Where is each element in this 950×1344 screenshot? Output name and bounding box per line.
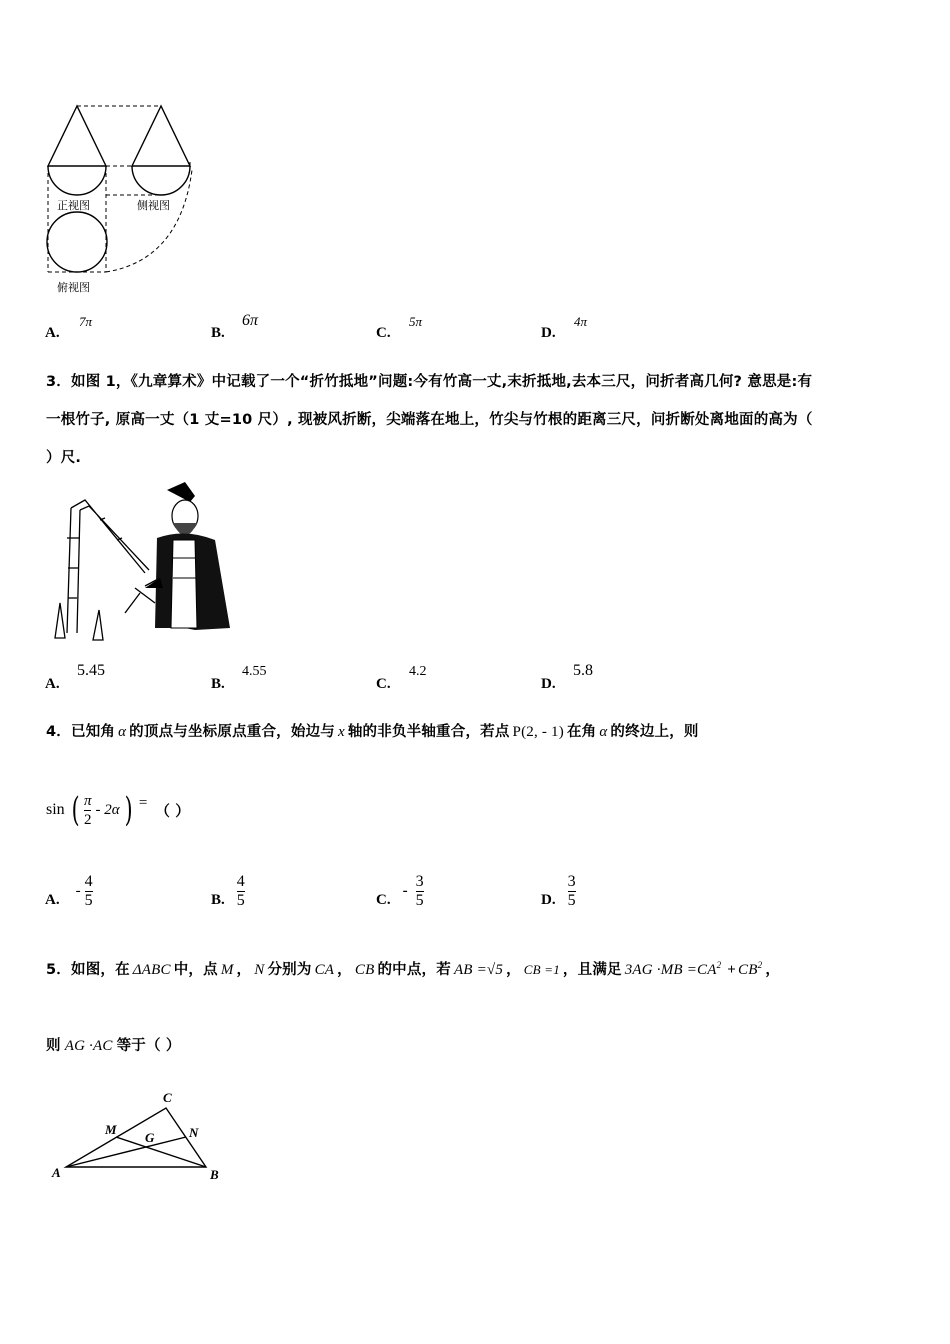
q2-option-d[interactable]	[541, 312, 691, 342]
q5-stem: 5．如图，在 ΔABC 中，点 M ， N 分别为 CA ， CB 的中点，若 AB =√5 ， CB =1 ，且满足 $3AG \cdot MB =CA^2 + CB^2$ ，	[46, 960, 781, 978]
q3-option-c[interactable]	[376, 662, 526, 692]
answer-paren: （ ）	[155, 803, 190, 820]
option-value: 4π	[574, 314, 588, 329]
q3-line1: 3．如图 1，《九章算术》中记载了一个“折竹抵地”问题:今有竹高一丈,末折抵地,去本三尺，问折者高几何? 意思是:有	[46, 374, 813, 390]
label-b: B	[210, 1167, 219, 1182]
option-letter: A.	[45, 891, 60, 908]
label-m: M	[105, 1122, 117, 1137]
q2-option-a[interactable]	[45, 312, 195, 342]
q2-option-c[interactable]	[376, 312, 526, 342]
sin-function: sin	[46, 801, 65, 818]
option-letter: C.	[376, 891, 391, 908]
q4-option-c[interactable]: C. - $\frac{3}{5}$	[376, 872, 424, 909]
side-view-label: 侧视图	[137, 199, 170, 212]
x-symbol: x	[337, 724, 345, 740]
option-value: 5π	[409, 314, 423, 329]
front-view-semicircle	[48, 166, 106, 195]
q4-option-b[interactable]	[211, 868, 361, 914]
option-letter: B.	[211, 891, 225, 908]
q4-option-a[interactable]: A. - $\frac{4}{5}$	[45, 872, 93, 909]
scholar-figure	[145, 482, 230, 630]
option-letter: D.	[541, 891, 556, 908]
option-value: 4.2	[409, 664, 427, 679]
q4-option-d[interactable]	[541, 868, 691, 914]
q3-option-a[interactable]	[45, 662, 195, 692]
option-value: 7π	[79, 314, 93, 329]
top-view-circle	[47, 212, 107, 272]
dot-product-ag-ac: AG ·AC	[64, 1038, 113, 1054]
option-fraction: $\frac{4}{5}$	[236, 872, 245, 909]
bamboo-scholar-illustration	[45, 478, 235, 646]
option-value: 5.45	[77, 662, 105, 679]
label-c: C	[163, 1090, 172, 1105]
q2-option-b[interactable]	[211, 312, 361, 342]
q3-option-d[interactable]	[541, 662, 691, 692]
label-a: A	[52, 1165, 61, 1180]
side-view-triangle	[132, 106, 190, 166]
median-bm	[116, 1137, 206, 1167]
option-letter: D.	[541, 325, 556, 341]
side-view-semicircle	[132, 166, 190, 195]
option-letter: A.	[45, 325, 60, 341]
q5-question: 则 AG ·AC 等于（ ）	[46, 1038, 181, 1054]
front-view-triangle	[48, 106, 106, 166]
q3-line3: ）尺.	[46, 450, 82, 466]
option-value: 5.8	[573, 662, 593, 679]
point-n: N	[254, 962, 265, 978]
median-am	[66, 1137, 186, 1167]
option-letter: C.	[376, 676, 391, 692]
option-value: 4.55	[242, 664, 267, 679]
point-p: P(2, - 1)	[512, 724, 564, 740]
triangle-abc: ΔABC	[132, 962, 171, 978]
front-view-label: 正视图	[57, 199, 90, 212]
option-letter: C.	[376, 325, 391, 341]
point-m: M	[220, 962, 234, 978]
triangle-figure	[48, 1088, 228, 1183]
option-letter: D.	[541, 676, 556, 692]
q3-option-b[interactable]	[211, 662, 361, 692]
option-letter: B.	[211, 676, 225, 692]
option-letter: A.	[45, 676, 60, 692]
q3-line2: 一根竹子, 原高一丈（1 丈=10 尺）, 现被风折断，尖端落在地上，竹尖与竹根的距离三尺，问折断处离地面的高为（	[46, 412, 813, 428]
option-letter: B.	[211, 325, 225, 341]
option-fraction: $\frac{3}{5}$	[567, 872, 576, 909]
top-view-label: 俯视图	[57, 281, 90, 294]
vector-equation: $3AG \cdot MB =CA^2 + CB^2$	[624, 960, 763, 978]
ab-length: AB =√5	[453, 962, 504, 978]
q4-stem: 4．已知角 α 的顶点与坐标原点重合，始边与 x 轴的非负半轴重合，若点 P(2, - 1) 在角 α 的终边上，则	[46, 724, 699, 740]
option-value: 6π	[242, 312, 259, 329]
label-g: G	[145, 1130, 155, 1145]
option-fraction: $\frac{4}{5}$	[84, 872, 93, 909]
option-fraction: $\frac{3}{5}$	[415, 872, 424, 909]
q4-expression: sin ( $\frac{\pi}{2}$ - 2α ) = （ ）	[46, 790, 190, 830]
alpha-symbol: α	[118, 724, 127, 740]
alpha-symbol: α	[599, 724, 608, 740]
pi-over-2: $\frac{\pi}{2}$	[83, 792, 92, 828]
cb-length: CB =1	[523, 962, 560, 977]
label-n: N	[189, 1125, 199, 1140]
bamboo-stalk	[67, 508, 80, 633]
